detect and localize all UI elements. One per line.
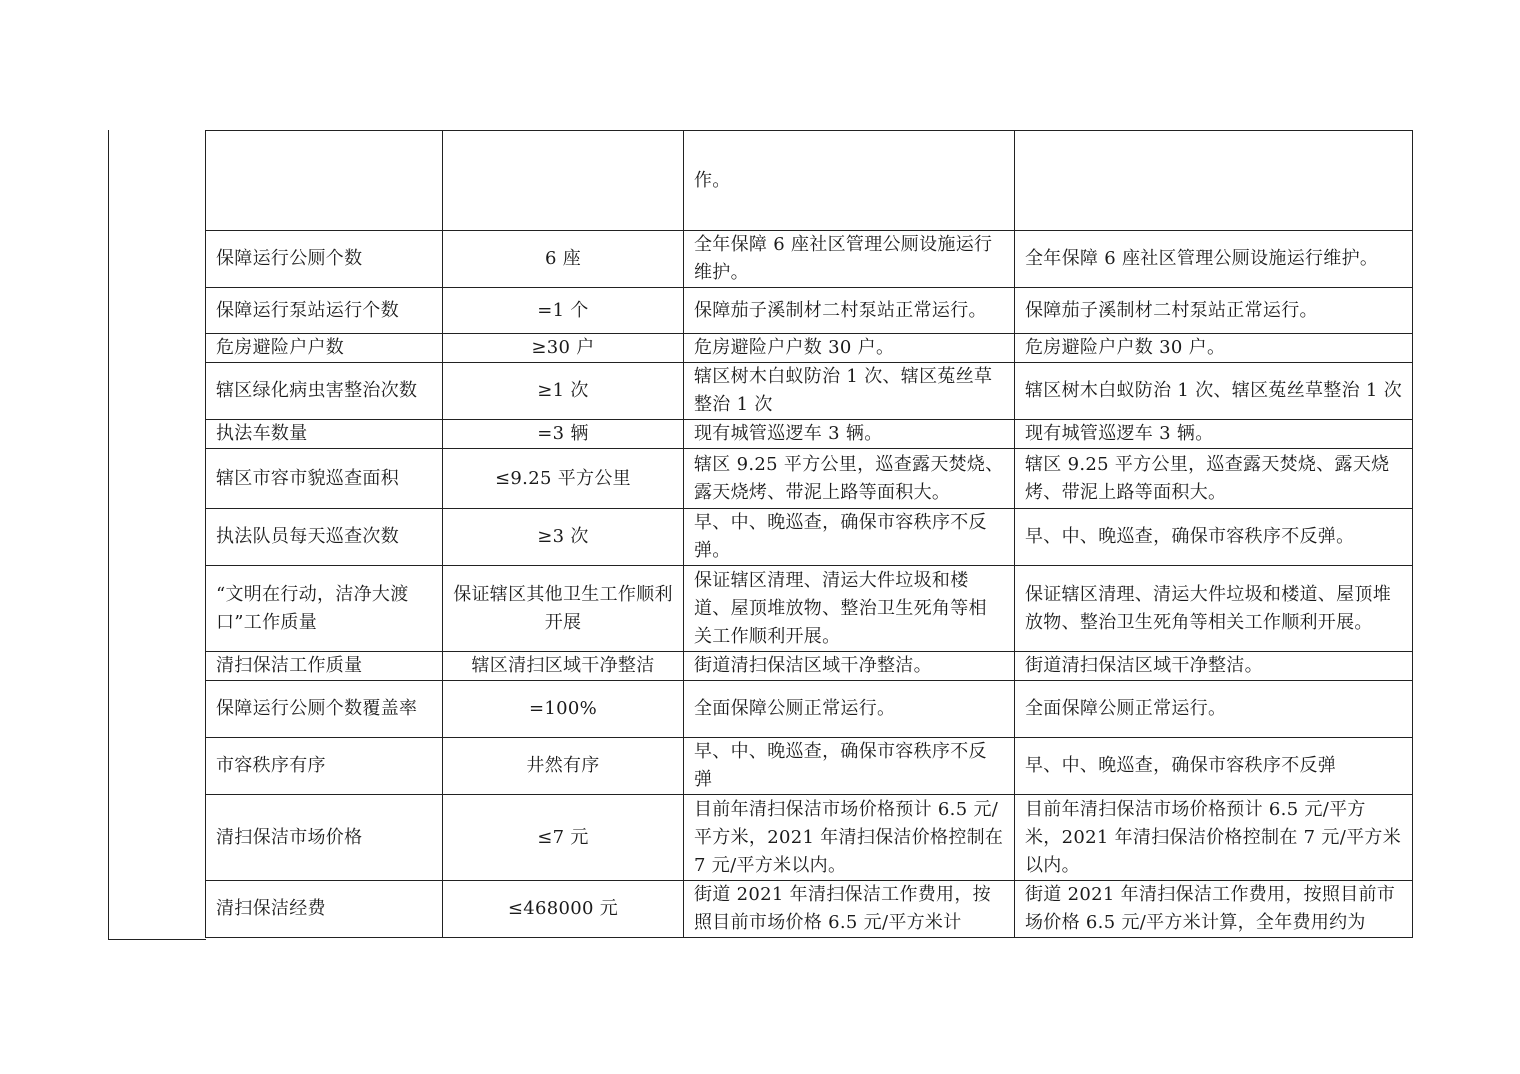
result-cell: 辖区树木白蚁防治 1 次、辖区菟丝草整治 1 次 [1015,363,1413,420]
result-cell [1015,131,1413,231]
table-row [206,566,1413,652]
indicator-cell: 执法车数量 [206,420,443,449]
indicator-cell: 清扫保洁市场价格 [206,795,443,881]
result-cell: 目前年清扫保洁市场价格预计 6.5 元/平方米，2021 年清扫保洁价格控制在 7 元/平方米以内。 [1015,795,1413,881]
plan-cell: 早、中、晚巡查，确保市容秩序不反弹 [684,738,1015,795]
result-cell: 全年保障 6 座社区管理公厕设施运行维护。 [1015,231,1413,288]
target-cell: =3 辆 [443,420,684,449]
result-cell: 保障茄子溪制材二村泵站正常运行。 [1015,288,1413,334]
table-row [206,334,1413,363]
result-cell: 危房避险户户数 30 户。 [1015,334,1413,363]
result-cell: 街道 2021 年清扫保洁工作费用，按照目前市场价格 6.5 元/平方米计算，全年费用约为 [1015,881,1413,938]
plan-cell: 目前年清扫保洁市场价格预计 6.5 元/平方米，2021 年清扫保洁价格控制在 7 元/平方米以内。 [684,795,1015,881]
plan-cell: 现有城管巡逻车 3 辆。 [684,420,1015,449]
target-cell: 井然有序 [443,738,684,795]
plan-cell: 街道清扫保洁区域干净整洁。 [684,652,1015,681]
indicator-cell: 保障运行公厕个数覆盖率 [206,681,443,738]
plan-cell: 危房避险户户数 30 户。 [684,334,1015,363]
indicator-cell: 市容秩序有序 [206,738,443,795]
document-page [108,130,1412,940]
plan-cell: 街道 2021 年清扫保洁工作费用，按照目前市场价格 6.5 元/平方米计 [684,881,1015,938]
outer-table-bottom-border [108,939,206,940]
result-cell: 早、中、晚巡查，确保市容秩序不反弹。 [1015,509,1413,566]
target-cell: 6 座 [443,231,684,288]
table-row [206,509,1413,566]
target-cell [443,131,684,231]
plan-cell: 全年保障 6 座社区管理公厕设施运行维护。 [684,231,1015,288]
indicator-cell: 危房避险户户数 [206,334,443,363]
indicator-cell [206,131,443,231]
table-row [206,420,1413,449]
outer-table-left-border [108,130,109,940]
table-row [206,449,1413,509]
plan-cell: 保障茄子溪制材二村泵站正常运行。 [684,288,1015,334]
table-row [206,738,1413,795]
result-cell: 辖区 9.25 平方公里，巡查露天焚烧、露天烧烤、带泥上路等面积大。 [1015,449,1413,509]
table-row [206,652,1413,681]
target-cell: =1 个 [443,288,684,334]
indicator-cell: 清扫保洁经费 [206,881,443,938]
target-cell: ≤468000 元 [443,881,684,938]
plan-cell: 辖区 9.25 平方公里，巡查露天焚烧、露天烧烤、带泥上路等面积大。 [684,449,1015,509]
result-cell: 全面保障公厕正常运行。 [1015,681,1413,738]
target-cell: ≥3 次 [443,509,684,566]
indicator-cell: 保障运行公厕个数 [206,231,443,288]
indicator-cell: 保障运行泵站运行个数 [206,288,443,334]
table-row [206,131,1413,231]
table-row [206,231,1413,288]
target-cell: ≤9.25 平方公里 [443,449,684,509]
target-cell: 辖区清扫区域干净整洁 [443,652,684,681]
result-cell: 保证辖区清理、清运大件垃圾和楼道、屋顶堆放物、整治卫生死角等相关工作顺利开展。 [1015,566,1413,652]
plan-cell: 早、中、晚巡查，确保市容秩序不反弹。 [684,509,1015,566]
table-row [206,795,1413,881]
result-cell: 现有城管巡逻车 3 辆。 [1015,420,1413,449]
target-cell: ≥1 次 [443,363,684,420]
target-cell: =100% [443,681,684,738]
indicator-cell: 辖区市容市貌巡查面积 [206,449,443,509]
indicator-cell: 执法队员每天巡查次数 [206,509,443,566]
table-row [206,681,1413,738]
indicator-cell: 辖区绿化病虫害整治次数 [206,363,443,420]
plan-cell: 作。 [684,131,1015,231]
indicator-cell: 清扫保洁工作质量 [206,652,443,681]
result-cell: 早、中、晚巡查，确保市容秩序不反弹 [1015,738,1413,795]
plan-cell: 辖区树木白蚁防治 1 次、辖区菟丝草整治 1 次 [684,363,1015,420]
plan-cell: 保证辖区清理、清运大件垃圾和楼道、屋顶堆放物、整治卫生死角等相关工作顺利开展。 [684,566,1015,652]
indicator-cell: “文明在行动，洁净大渡口”工作质量 [206,566,443,652]
performance-indicator-table [205,130,1413,938]
target-cell: ≤7 元 [443,795,684,881]
result-cell: 街道清扫保洁区域干净整洁。 [1015,652,1413,681]
table-row [206,881,1413,938]
target-cell: ≥30 户 [443,334,684,363]
target-cell: 保证辖区其他卫生工作顺利开展 [443,566,684,652]
plan-cell: 全面保障公厕正常运行。 [684,681,1015,738]
table-row [206,363,1413,420]
table-row [206,288,1413,334]
